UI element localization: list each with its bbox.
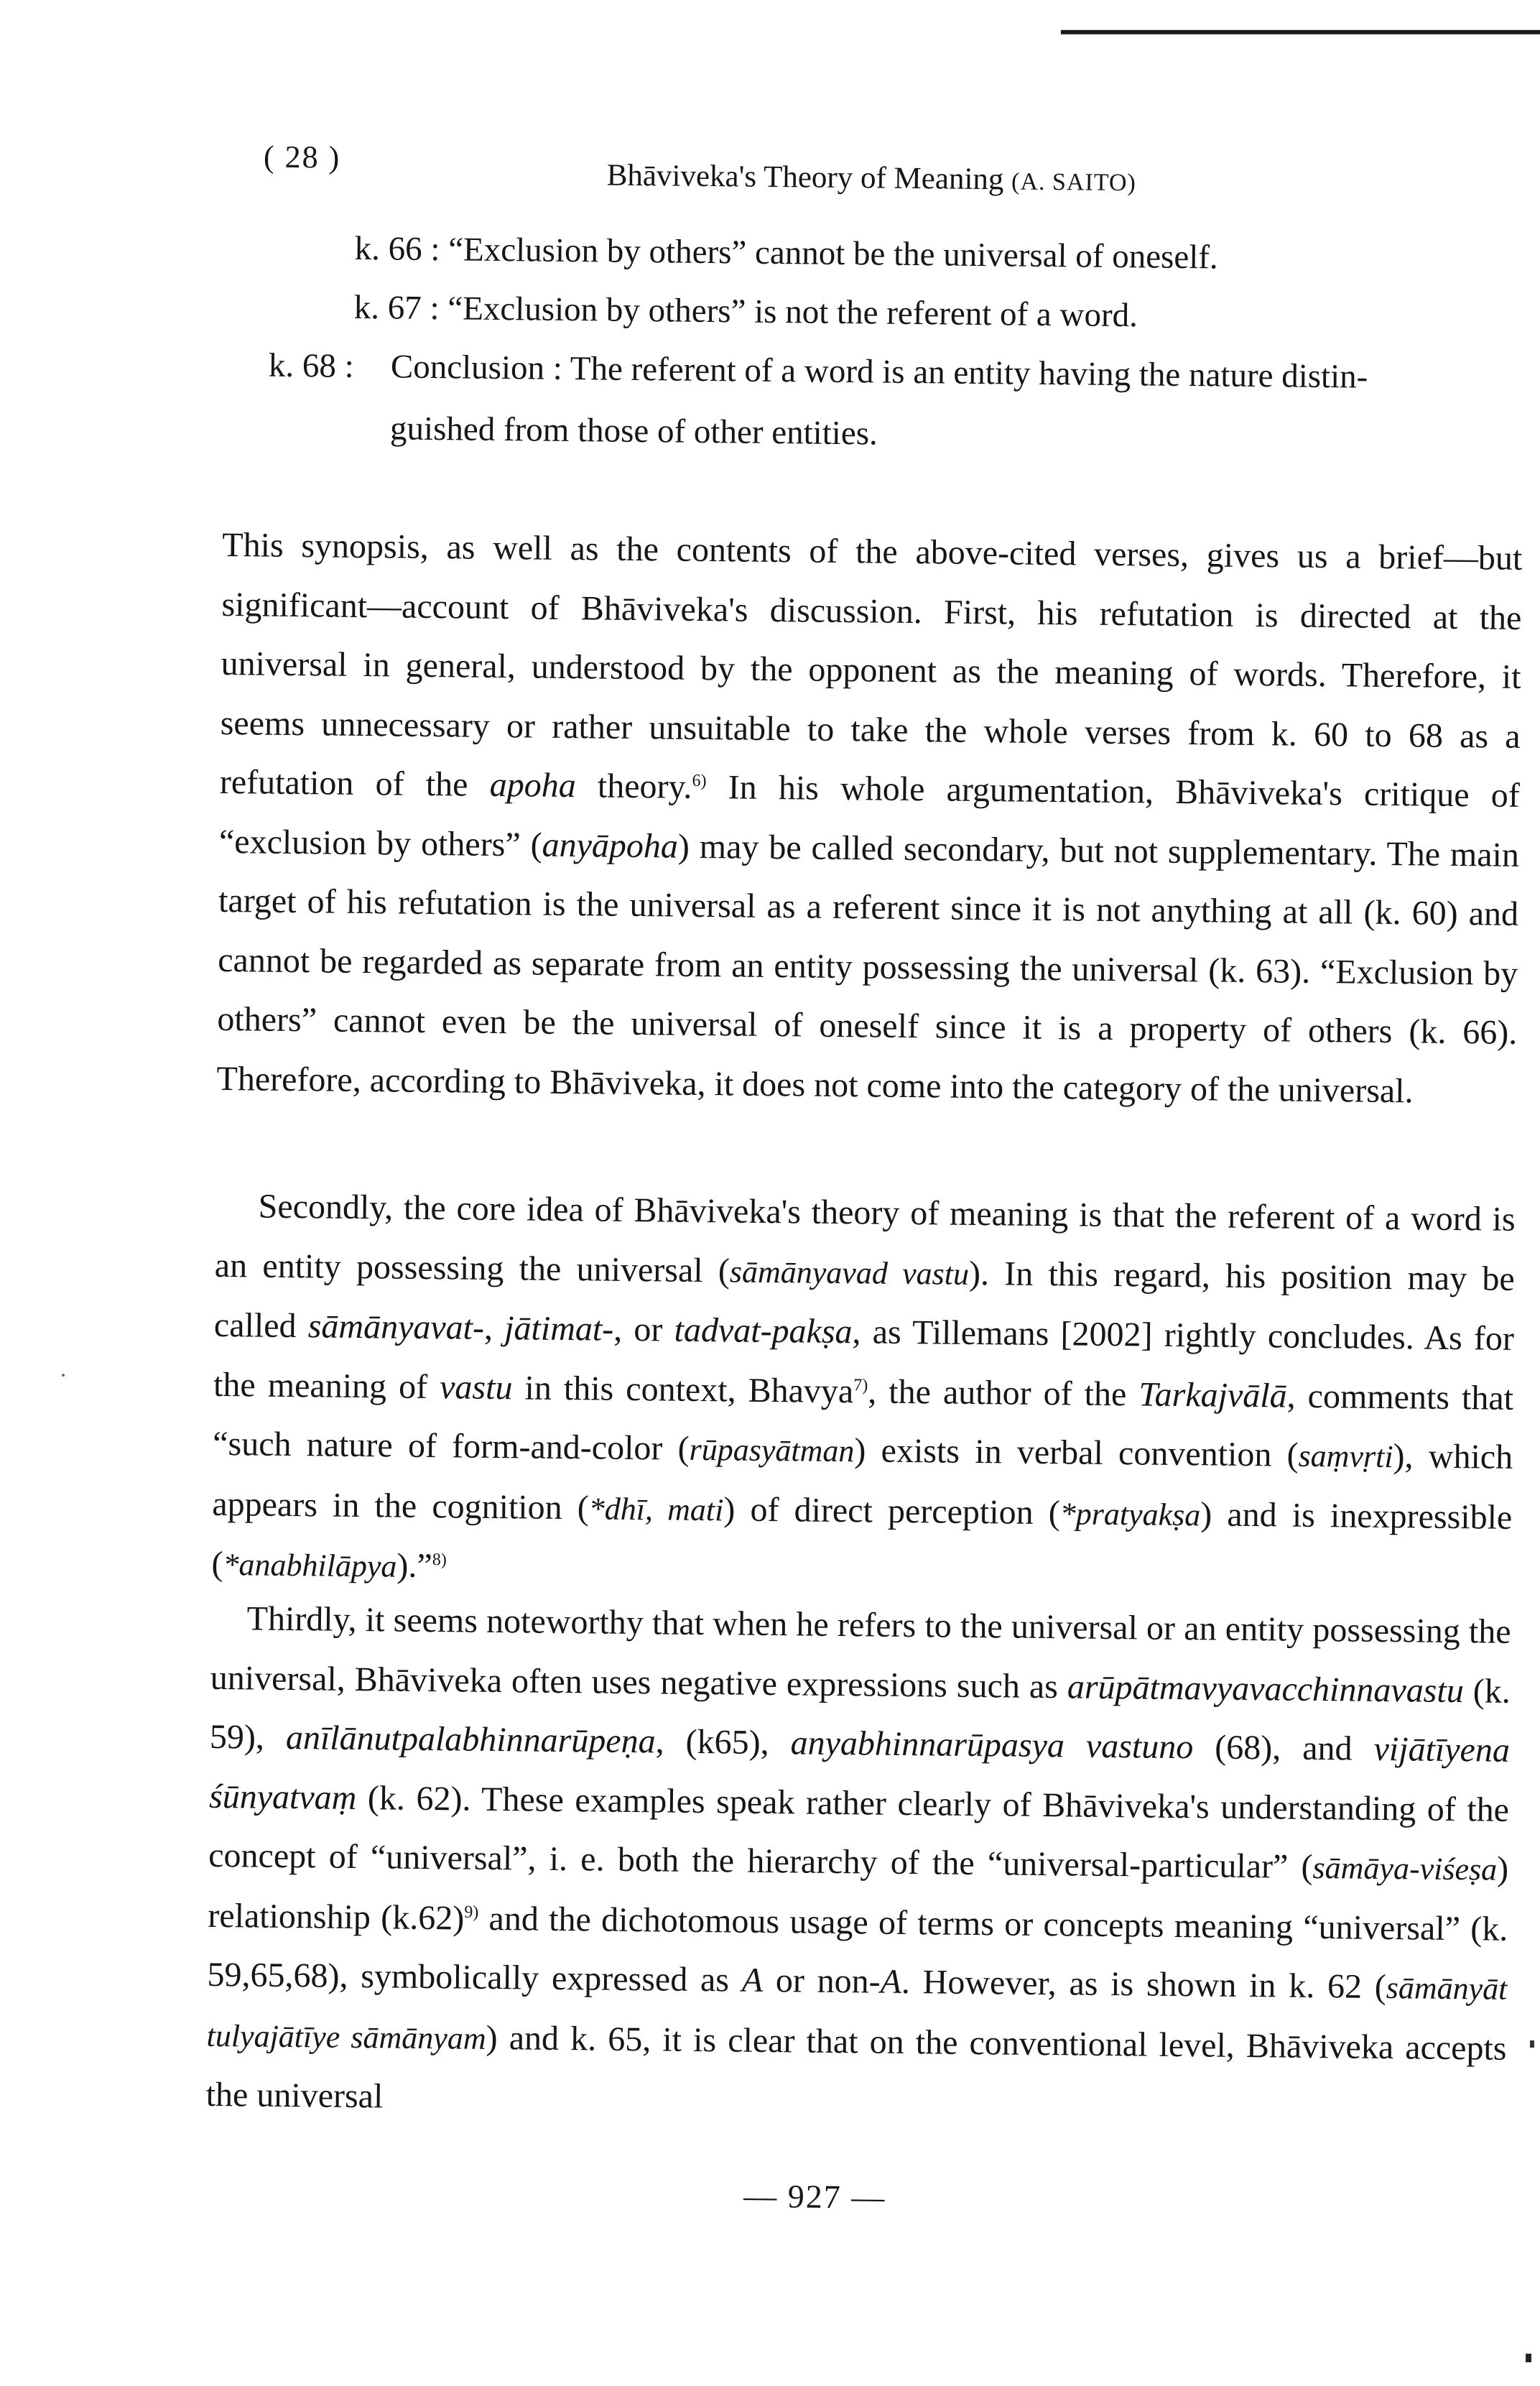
footnote-ref-7: 7) <box>853 1375 868 1395</box>
scan-speck <box>62 1374 65 1377</box>
outline-text: “Exclusion by others” cannot be the universal of oneself. <box>447 231 1218 277</box>
term-samanyat: sāmānyāt tulyajātīye sāmānyam <box>206 1970 1508 2056</box>
outline-item-k67 <box>353 279 1138 344</box>
footer-page-number: — 927 — <box>743 2177 886 2216</box>
running-head-page-number: ( 28 ) <box>263 139 341 175</box>
term-arupatma: arūpātmavyavacchinnavastu <box>1067 1667 1465 1710</box>
running-head-author: (A. SAITO) <box>1011 168 1137 197</box>
outline-item-k68-continuation: guished from those of other entities. <box>389 410 878 453</box>
scan-speck <box>1526 2354 1531 2362</box>
term-anyabhinna: anyabhinnarūpasya vastuno <box>790 1724 1194 1767</box>
running-head-title <box>607 158 1137 199</box>
term-rupasyatman: rūpasyātman <box>689 1431 855 1469</box>
term-samanyavat: sāmānyavat- <box>307 1307 485 1347</box>
footnote-ref-9: 9) <box>464 1902 479 1922</box>
term-anabhilapya: *anabhilāpya <box>223 1547 397 1584</box>
paragraph-synopsis: This synopsis, as well as the contents of the above-cited verses, gives us a brief—but significant—account of Bhāviveka's discussion. First, his refutation is directed at the universal in general, understood by the opponent as the meaning of words. Therefore, it seems unnecessary or rather unsuitable to take the whole verses from k. 60 to 68 as a refutation of the apoha theory.$^{6)}$ In his whole argumentation, Bhāviveka's critique of “exclusion by others” (anyāpoha) may be called secondary, but not supplementary. The main target of his refutation is the universal as a referent since it is not anything at all (k. 60) and cannot be regarded as separate from an entity possessing the universal (k. 63). “Exclusion by others” cannot even be the universal of oneself since it is a property of others (k. 66). Therefore, according to Bhāviveka, it does not come into the category of the universal. <box>216 525 1523 1110</box>
outline-item-k66 <box>354 220 1218 287</box>
top-rule <box>1061 30 1540 34</box>
term-tadvat-paksa: tadvat-pakṣa <box>674 1310 853 1351</box>
term-vijatiyena: vijātīyena śūnyatvaṃ <box>208 1729 1511 1817</box>
term-anyapoha: anyāpoha <box>542 826 679 866</box>
scan-speck <box>1530 2040 1534 2048</box>
term-anilanutpala: anīlānutpalabhinnarūpeṇa <box>285 1718 656 1761</box>
paragraph-thirdly: Thirdly, it seems noteworthy that when he refers to the universal or an entity possessing the universal, Bhāviveka often uses negative expressions such as arūpātmavyavacchinnavastu (k. 59), anīlānutpalabhinnarūpeṇa, (k65), anyabhinnarūpasya vastuno (68), and vijātīyena śūnyatvaṃ (k. 62). These examples speak rather clearly of Bhāviveka's understanding of the concept of “universal”, i. e. both the hierarchy of the “universal-particular” (sāmāya-viśeṣa) relationship $(k.62)^{9)}$ and the dichotomous usage of terms or concepts meaning “universal” (k. 59,65,68), symbolically expressed as A or non-A. However, as is shown in k. 62 (sāmānyāt tulyajātīye sāmānyam) and k. 65, it is clear that on the conventional level, Bhāviveka accepts the universal <box>205 1599 1511 2116</box>
outline-label: k. 67 : <box>353 288 440 328</box>
term-jatimat: jātimat- <box>504 1309 614 1349</box>
paragraph-secondly: Secondly, the core idea of Bhāviveka's theory of meaning is that the referent of a word is an entity possessing the universal (sāmānyavad vastu). In this regard, his position may be called sāmānyavat-, jātimat-, or tadvat-pakṣa, as Tillemans [2002] rightly concludes. As for the meaning of vastu in this context, Bhavya$^{7)}$, the author of the Tarkajvālā, comments that “such nature of form-and-color (rūpasyātman) exists in verbal convention (saṃvṛti), which appears in the cognition (*dhī, mati) of direct perception (*pratyakṣa) and is inexpressible (*anabhilāpya).”$^{8)}$ <box>211 1187 1516 1586</box>
term-apoha: apoha <box>489 765 577 805</box>
outline-label: k. 68 : <box>268 346 355 385</box>
term-samaya-visesa: sāmāya-viśeṣa <box>1312 1849 1498 1887</box>
running-head-title-main: Bhāviveka's Theory of Meaning <box>606 158 1004 197</box>
outline-label: k. 66 : <box>354 229 440 269</box>
outline-text: Conclusion : The referent of a word is an entity having the nature distin- <box>390 348 1368 396</box>
outline-item-k68 <box>269 337 1540 408</box>
outline-text: “Exclusion by others” is not the referent of a word. <box>447 290 1138 335</box>
footnote-ref-8: 8) <box>432 1550 447 1570</box>
symbol-non-a: A <box>880 1962 902 2001</box>
term-samanyavad-vastu: sāmānyavad vastu <box>729 1253 970 1292</box>
term-samvrti: saṃvṛti <box>1298 1438 1393 1475</box>
symbol-a: A <box>741 1961 764 1999</box>
term-pratyaksa: *pratyakṣa <box>1059 1495 1201 1532</box>
term-vastu: vastu <box>439 1367 513 1407</box>
term-dhi-mati: *dhī, mati <box>588 1490 724 1527</box>
term-tarkajvala: Tarkajvālā <box>1138 1374 1287 1415</box>
footnote-ref-6: 6) <box>692 771 707 791</box>
